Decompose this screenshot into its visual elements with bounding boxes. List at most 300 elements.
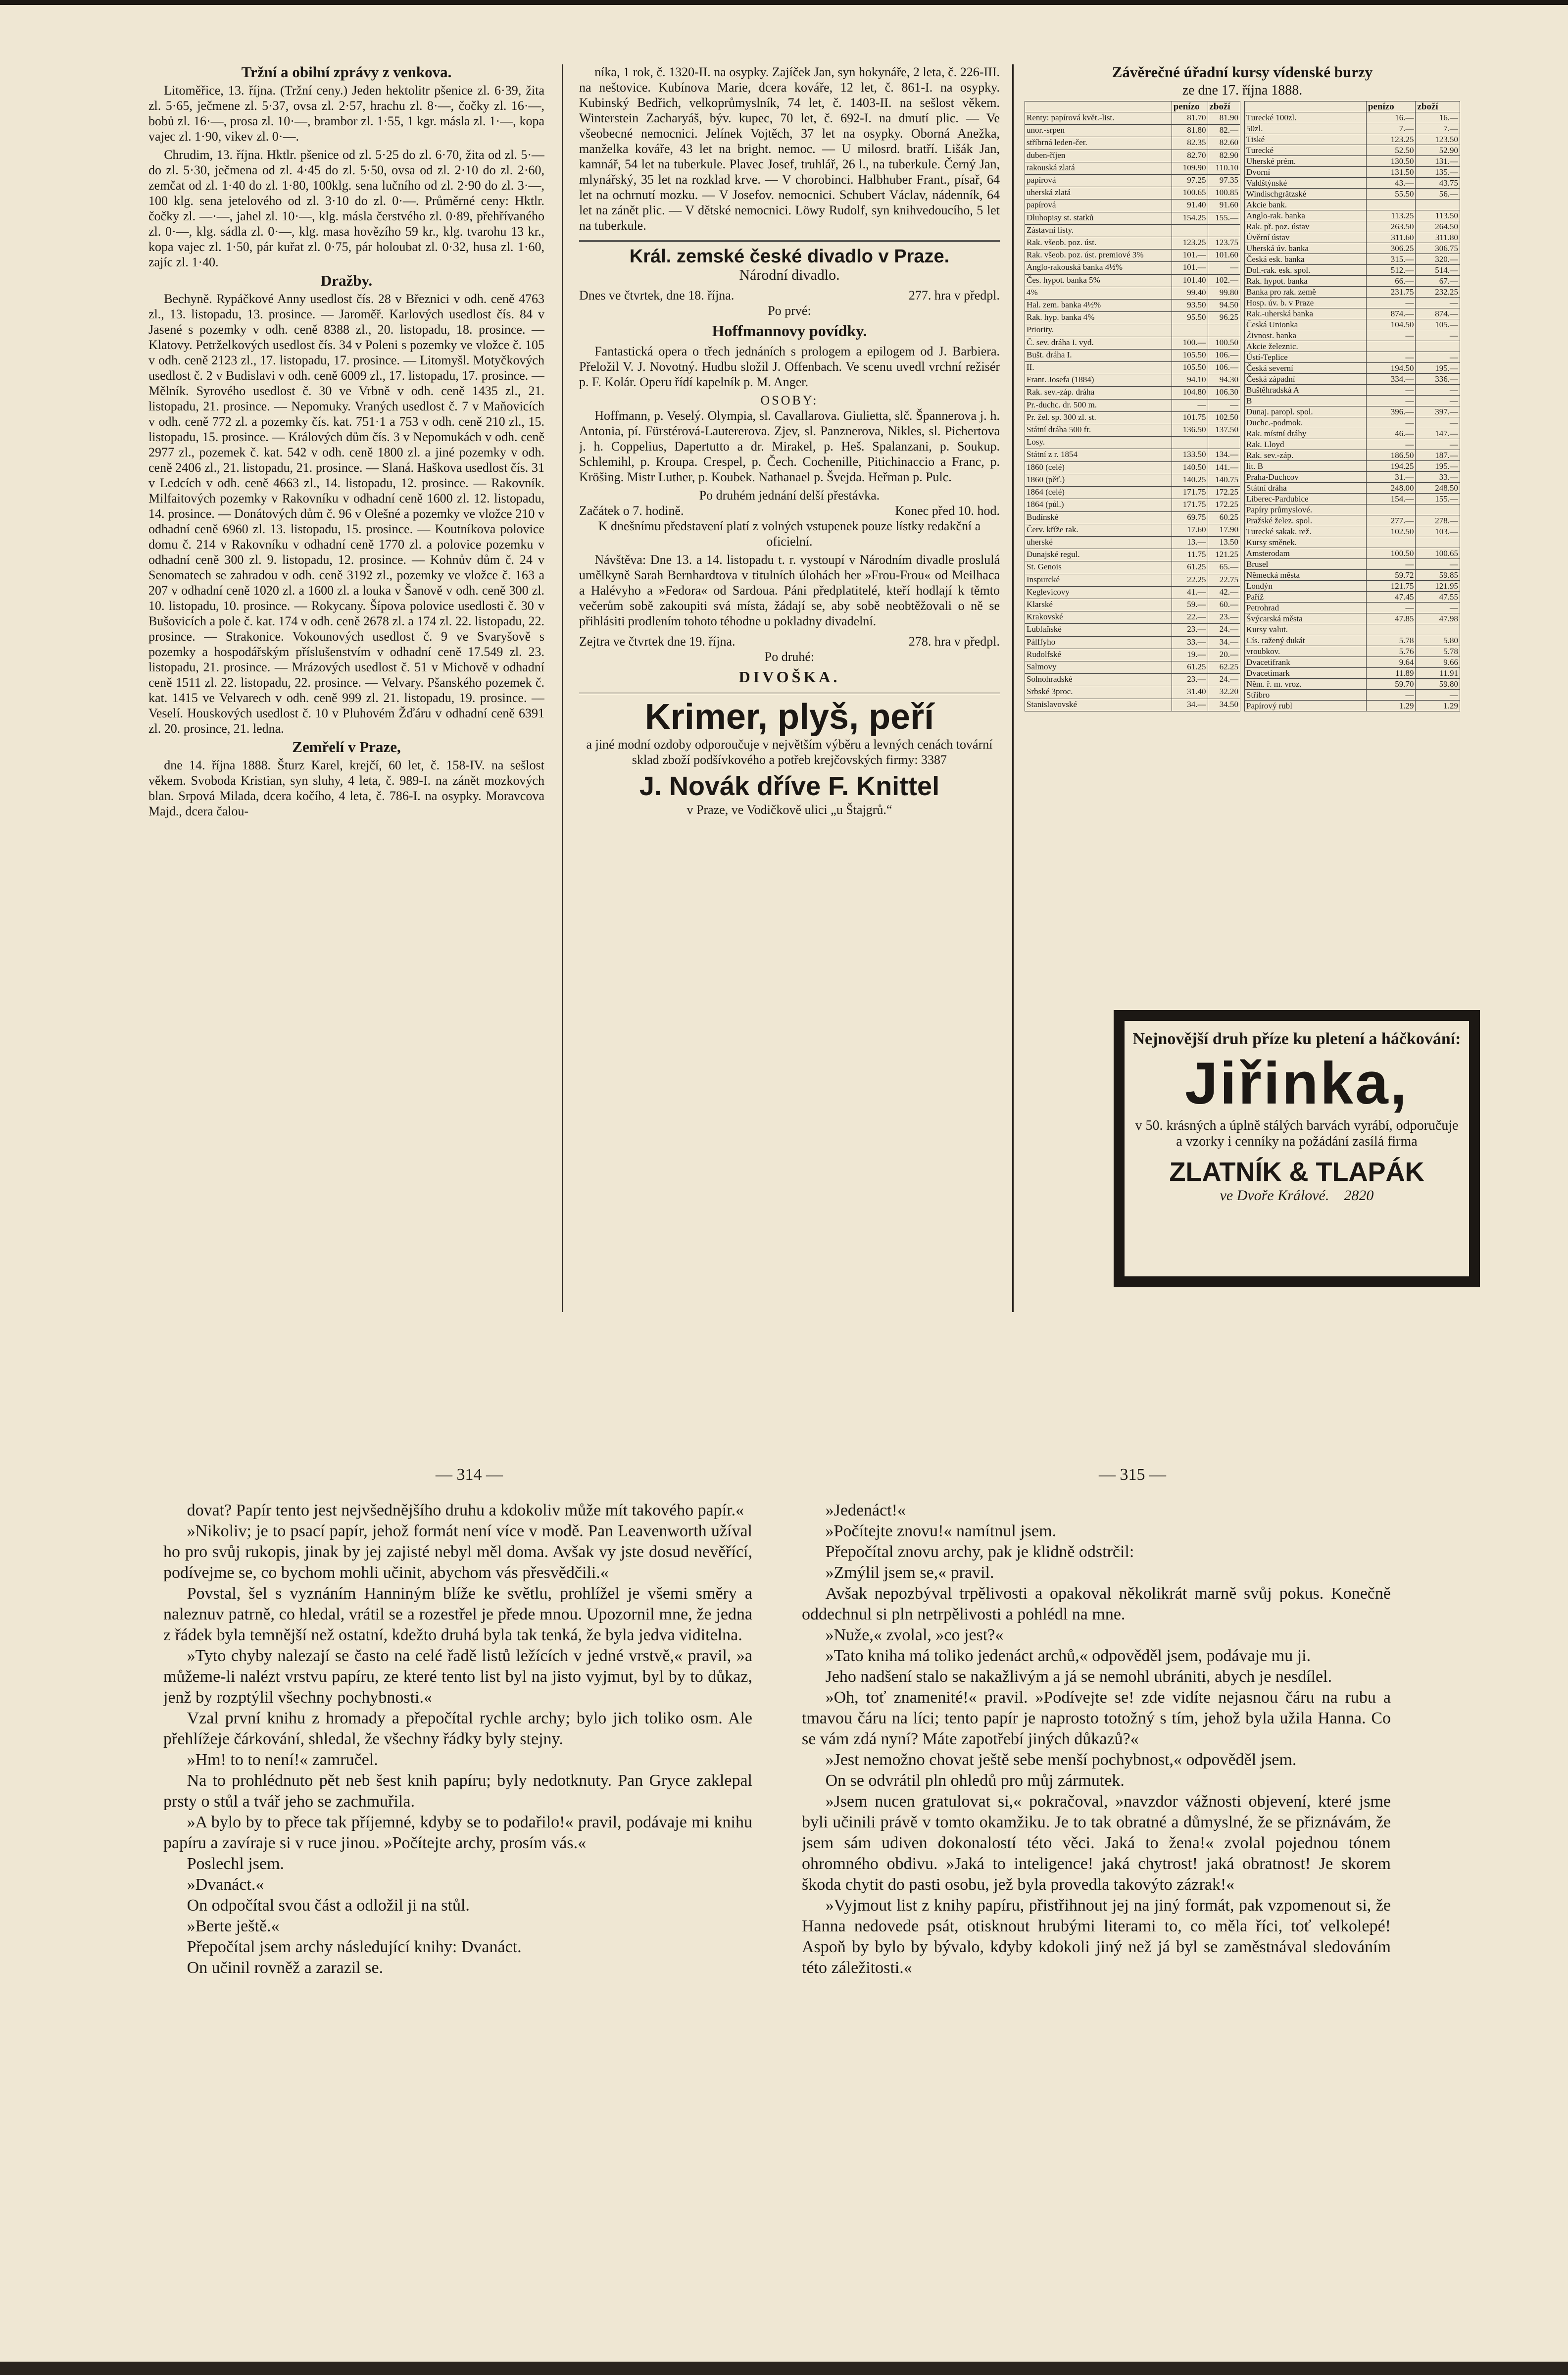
book-paragraph: Poslechl jsem.: [187, 1855, 285, 1873]
rates-money-cell: 5.78: [1366, 635, 1416, 646]
rates-name-cell: Rak. místní dráhy: [1245, 428, 1367, 439]
rates-name-cell: Buštěhradská A: [1245, 385, 1367, 396]
rates-money-cell: 105.50: [1172, 349, 1208, 361]
rates-row: [1025, 437, 1240, 449]
rates-row: [1025, 362, 1240, 374]
krimer-ad: [579, 693, 1000, 817]
rates-row: [1245, 548, 1460, 559]
market-news-heading: Tržní a obilní zprávy z venkova.: [241, 64, 452, 81]
rates-row: [1025, 212, 1240, 224]
rates-money-cell: [1366, 624, 1416, 635]
rates-row: [1245, 472, 1460, 483]
rates-money-cell: 101.—: [1172, 250, 1208, 262]
rates-row: [1245, 319, 1460, 330]
rates-goods-cell: 81.90: [1208, 112, 1240, 125]
rates-row: [1245, 374, 1460, 385]
book-paragraph: »Nuže,« zvolal, »co jest?«: [825, 1626, 1004, 1644]
rates-row: [1245, 635, 1460, 646]
rates-name-cell: Česká severní: [1245, 363, 1367, 374]
rates-name-cell: Rak. hyp. banka 4%: [1025, 312, 1172, 324]
rates-name-cell: Akcie bank.: [1245, 200, 1367, 210]
rates-goods-cell: 141.—: [1208, 461, 1240, 474]
rates-name-cell: Rak. př. poz. ústav: [1245, 221, 1367, 232]
rates-name-cell: Windischgrätzské: [1245, 189, 1367, 200]
rates-row: [1245, 624, 1460, 635]
jirinka-ad-number: 2820: [1344, 1187, 1374, 1204]
rates-money-cell: 874.—: [1366, 308, 1416, 319]
rates-name-cell: Česká esk. banka: [1245, 254, 1367, 265]
krimer-ad-firm: J. Novák dříve F. Knittel: [639, 771, 940, 801]
rates-row: [1025, 411, 1240, 424]
rates-money-cell: 100.50: [1366, 548, 1416, 559]
rates-row: [1025, 250, 1240, 262]
rates-money-cell: 94.10: [1172, 374, 1208, 387]
start-time: Začátek o 7. hodině.: [579, 504, 684, 518]
book-paragraph: »Zmýlil jsem se,« pravil.: [825, 1564, 994, 1582]
rates-goods-cell: 320.—: [1416, 254, 1460, 265]
rates-row: [1245, 526, 1460, 537]
rates-row: [1245, 385, 1460, 396]
jirinka-ad-town: ve Dvoře Králové.: [1220, 1187, 1329, 1204]
rates-money-cell: [1172, 324, 1208, 337]
rates-name-cell: Banka pro rak. země: [1245, 287, 1367, 298]
rates-name-cell: Státní dráha: [1245, 483, 1367, 494]
book-paragraph: On se odvrátil pln ohledů pro můj zármutek.: [825, 1771, 1125, 1790]
rates-goods-cell: 82.90: [1208, 150, 1240, 162]
rates-date: ze dne 17. října 1888.: [1182, 83, 1303, 98]
rates-name-cell: Hosp. úv. b. v Praze: [1245, 298, 1367, 308]
rates-money-cell: 171.75: [1172, 487, 1208, 499]
rates-goods-cell: 397.—: [1416, 406, 1460, 417]
rates-name-cell: Pálffyho: [1025, 636, 1172, 649]
rates-name-cell: Živnost. banka: [1245, 330, 1367, 341]
book-paragraph: »Počítejte znovu!« namítnul jsem.: [825, 1522, 1057, 1540]
rates-row: [1025, 237, 1240, 250]
rates-name-cell: Valdštýnské: [1245, 178, 1367, 189]
rates-goods-cell: 278.—: [1416, 515, 1460, 526]
rates-money-cell: 61.25: [1172, 561, 1208, 574]
rates-name-cell: Anglo-rakouská banka 4½%: [1025, 262, 1172, 274]
jirinka-ad-intro: Nejnovější druh příze ku pletení a háčkování:: [1132, 1030, 1461, 1048]
rates-goods-cell: 172.25: [1208, 487, 1240, 499]
rates-goods-cell: 106.—: [1208, 349, 1240, 361]
rates-row: [1025, 137, 1240, 150]
rates-goods-cell: 56.—: [1416, 189, 1460, 200]
rates-row: [1245, 570, 1460, 581]
rates-money-cell: 11.75: [1172, 549, 1208, 561]
rates-money-cell: 5.76: [1366, 646, 1416, 657]
rates-goods-cell: 24.—: [1208, 624, 1240, 636]
show1-header: [579, 288, 1000, 303]
rates-money-cell: 23.—: [1172, 674, 1208, 686]
rates-goods-cell: 99.80: [1208, 287, 1240, 299]
show2-header: [579, 634, 1000, 649]
rates-money-cell: 113.25: [1366, 210, 1416, 221]
rates-money-cell: 46.—: [1366, 428, 1416, 439]
book-paragraph: »Hm! to to není!« zamručel.: [187, 1751, 378, 1769]
rates-row: [1245, 646, 1460, 657]
rates-name-cell: unor.-srpen: [1025, 125, 1172, 137]
rates-row: [1025, 599, 1240, 611]
rates-money-cell: 100.65: [1172, 187, 1208, 200]
rates-money-cell: 104.80: [1172, 387, 1208, 399]
rates-name-cell: 1864 (půl.): [1025, 499, 1172, 511]
rates-goods-cell: 23.—: [1208, 611, 1240, 624]
rates-row: [1025, 262, 1240, 274]
end-time: Konec před 10. hod.: [895, 504, 1000, 518]
rates-goods-cell: 306.75: [1416, 243, 1460, 254]
rates-row: [1025, 524, 1240, 536]
rates-row: [1025, 374, 1240, 387]
rates-money-cell: 93.50: [1172, 300, 1208, 312]
rates-goods-cell: 42.—: [1208, 586, 1240, 599]
rates-money-cell: 154.25: [1172, 212, 1208, 224]
rates-money-cell: 91.40: [1172, 200, 1208, 212]
rates-money-cell: 17.60: [1172, 524, 1208, 536]
rates-goods-cell: 96.25: [1208, 312, 1240, 324]
rates-row: [1245, 352, 1460, 363]
rates-goods-cell: 155.—: [1208, 212, 1240, 224]
rates-row: [1025, 112, 1240, 125]
rates-col-money: penízo: [1366, 101, 1416, 112]
rates-money-cell: 47.45: [1366, 592, 1416, 603]
rates-goods-cell: 33.—: [1416, 472, 1460, 483]
rates-goods-cell: 137.50: [1208, 424, 1240, 437]
rates-money-cell: 16.—: [1366, 112, 1416, 123]
rates-money-cell: 105.50: [1172, 362, 1208, 374]
rates-row: [1245, 287, 1460, 298]
rates-row: [1025, 461, 1240, 474]
book-paragraph: dovat? Papír tento jest nejvšednějšího druhu a kdokoliv může mít takového papír.«: [187, 1501, 744, 1519]
rates-goods-cell: 94.50: [1208, 300, 1240, 312]
rates-goods-cell: 5.80: [1416, 635, 1460, 646]
rates-name-cell: Londýn: [1245, 581, 1367, 592]
rates-row: [1245, 210, 1460, 221]
rates-row: [1245, 701, 1460, 711]
rates-row: [1025, 287, 1240, 299]
rates-goods-cell: 60.—: [1208, 599, 1240, 611]
rates-name-cell: Dvorní: [1245, 167, 1367, 178]
rates-goods-cell: 34.50: [1208, 699, 1240, 711]
theatre-subtitle: Národní divadlo.: [739, 267, 840, 283]
rates-money-cell: 186.50: [1366, 450, 1416, 461]
rates-name-cell: Rak.-uherská banka: [1245, 308, 1367, 319]
rates-name-cell: Ústí-Teplice: [1245, 352, 1367, 363]
rates-goods-cell: 248.50: [1416, 483, 1460, 494]
rates-row: [1025, 586, 1240, 599]
rates-money-cell: 109.90: [1172, 162, 1208, 174]
rates-goods-cell: 22.75: [1208, 574, 1240, 586]
rates-row: [1245, 341, 1460, 352]
rates-money-cell: —: [1366, 396, 1416, 406]
rates-row: [1025, 699, 1240, 711]
book-paragraph: Přepočítal znovu archy, pak je klidně odstrčil:: [825, 1543, 1134, 1561]
book-paragraph: Vzal první knihu z hromady a přepočítal rychle archy; bylo jich toliko osm. Ale přehlížeje čárkování, shledal, že všechny řádky byly stejny.: [163, 1709, 752, 1748]
rates-name-cell: Červ. kříže rak.: [1025, 524, 1172, 536]
rates-row: [1025, 549, 1240, 561]
rates-name-cell: Keglevicovy: [1025, 586, 1172, 599]
rates-money-cell: 81.80: [1172, 125, 1208, 137]
rates-goods-cell: [1416, 200, 1460, 210]
book-paragraph: »Nikoliv; je to psací papír, jehož formát není více v modě. Pan Leavenworth užíval ho pro svůj rukopis, jinak by jej zajisté nebyl měl doma. Avšak vy jste dosud nevěřící, podívejme se, co bychom mohli učinit, abychom vás přesvědčili.«: [163, 1522, 752, 1582]
rates-goods-cell: 43.75: [1416, 178, 1460, 189]
rates-goods-cell: 131.—: [1416, 156, 1460, 167]
rates-row: [1245, 668, 1460, 679]
rates-name-cell: vroubkov.: [1245, 646, 1367, 657]
book-paragraph: On odpočítal svou část a odložil ji na stůl.: [187, 1896, 470, 1915]
page-number-right: — 315 —: [1099, 1465, 1166, 1484]
book-paragraph: Povstal, šel s vyznáním Hanniným blíže ke světlu, prohlížel je všemi směry a naleznuv patrně, co hledal, vrátil se a rozestřel je přede mnou. Upozornil mne, že jedna z řádek byla temnější než ostatní, kdežto druhá byla tak tenká, že byla jedva viditelna.: [163, 1584, 752, 1644]
jirinka-ad-location: [1125, 1187, 1469, 1204]
rates-goods-cell: 121.25: [1208, 549, 1240, 561]
rates-goods-cell: 123.50: [1416, 134, 1460, 145]
rates-goods-cell: 60.25: [1208, 511, 1240, 524]
rates-name-cell: Rak. Lloyd: [1245, 439, 1367, 450]
market-litomerice: Litoměřice, 13. října. (Tržní ceny.) Jeden hektolitr pšenice zl. 6·39, žita zl. 5·65, ječmene zl. 5·37, ovsa zl. 2·57, hrachu zl. 8·—, čočky zl. 16·—, bobů zl. 16·—, prosa zl. 10·—, brambor zl. 1·55, 1 kgr. másla zl. 1·—, kopa vajec zl. 1·90, vikev zl. 0·—.: [148, 83, 544, 144]
rates-goods-cell: [1416, 341, 1460, 352]
rates-name-cell: papírová: [1025, 175, 1172, 187]
rates-row: [1245, 123, 1460, 134]
rates-money-cell: 69.75: [1172, 511, 1208, 524]
rates-money-cell: 55.50: [1366, 189, 1416, 200]
rates-goods-cell: 16.—: [1416, 112, 1460, 123]
rates-money-cell: 95.50: [1172, 312, 1208, 324]
rates-money-cell: 334.—: [1366, 374, 1416, 385]
rates-goods-cell: 9.66: [1416, 657, 1460, 668]
rates-goods-cell: 103.—: [1416, 526, 1460, 537]
rates-name-cell: lit. B: [1245, 461, 1367, 472]
rates-name-cell: Hal. zem. banka 4½%: [1025, 300, 1172, 312]
jirinka-ad: [1114, 1010, 1480, 1287]
theatre-notice: [579, 240, 1000, 685]
book-paragraph: Přepočítal jsem archy následující knihy: Dvanáct.: [187, 1938, 522, 1956]
rates-money-cell: 194.50: [1366, 363, 1416, 374]
rates-goods-cell: 311.80: [1416, 232, 1460, 243]
rates-row: [1245, 254, 1460, 265]
rates-money-cell: 52.50: [1366, 145, 1416, 156]
rates-goods-cell: 62.25: [1208, 661, 1240, 673]
rates-row: [1245, 232, 1460, 243]
rates-row: [1025, 536, 1240, 549]
rates-goods-cell: 135.—: [1416, 167, 1460, 178]
rates-row: [1245, 134, 1460, 145]
rates-name-cell: Německá města: [1245, 570, 1367, 581]
rates-goods-cell: [1416, 537, 1460, 548]
book-paragraph: »Jest nemožno chovat ještě sebe menší pochybnost,« odpověděl jsem.: [825, 1751, 1297, 1769]
rates-goods-cell: 123.75: [1208, 237, 1240, 250]
rates-table-right: [1244, 101, 1460, 711]
rates-goods-cell: —: [1416, 352, 1460, 363]
rates-goods-cell: 20.—: [1208, 649, 1240, 661]
rates-row: [1025, 424, 1240, 437]
show1-times: [579, 503, 1000, 518]
rates-col-money: penízo: [1172, 101, 1208, 112]
book-paragraph: »Vyjmout list z knihy papíru, přistřihnout jej na jiný formát, pak vzpomenout si, že Hanna nedovede psát, otisknout hrubými literami to, co měla říci, toť velkolepé! Aspoň by bylo by bývalo, kdyby kdokoli jiný než já byl se zaměstnával sledováním této záležitosti.«: [802, 1896, 1391, 1977]
rates-name-cell: Duchc.-podmok.: [1245, 417, 1367, 428]
rates-money-cell: 59.70: [1366, 679, 1416, 690]
tickets-notice: K dnešnímu představení platí z volných vstupenek pouze lístky redakční a oficielní.: [598, 519, 981, 549]
rates-row: [1245, 592, 1460, 603]
rates-name-cell: Čes. hypot. banka 5%: [1025, 274, 1172, 287]
rates-goods-cell: [1208, 224, 1240, 237]
theatre-title: Král. zemské české divadlo v Praze.: [629, 246, 950, 267]
rates-goods-cell: 34.—: [1208, 636, 1240, 649]
rates-name-cell: Turecké sakak. rež.: [1245, 526, 1367, 537]
rates-row: [1245, 603, 1460, 613]
show1-name: Hoffmannovy povídky.: [712, 322, 867, 340]
rates-name-cell: uherské: [1025, 536, 1172, 549]
column-rule: [562, 64, 563, 1312]
rates-money-cell: 33.—: [1172, 636, 1208, 649]
rates-name-cell: Stříbro: [1245, 690, 1367, 701]
column-rule: [1012, 64, 1014, 1312]
rates-name-cell: Zástavní listy.: [1025, 224, 1172, 237]
rates-money-cell: —: [1366, 352, 1416, 363]
rates-money-cell: 22.—: [1172, 611, 1208, 624]
rates-row: [1245, 330, 1460, 341]
rates-name-cell: Salmovy: [1025, 661, 1172, 673]
rates-goods-cell: —: [1416, 298, 1460, 308]
rates-goods-cell: —: [1416, 330, 1460, 341]
rates-row: [1245, 363, 1460, 374]
rates-row: [1245, 679, 1460, 690]
rates-money-cell: 130.50: [1366, 156, 1416, 167]
rates-row: [1025, 636, 1240, 649]
rates-goods-cell: 140.75: [1208, 474, 1240, 486]
rates-goods-cell: 17.90: [1208, 524, 1240, 536]
rates-money-cell: 101.75: [1172, 411, 1208, 424]
show2-number: 278. hra v předpl.: [908, 634, 1000, 649]
rates-name-cell: Dol.-rak. esk. spol.: [1245, 265, 1367, 276]
rates-goods-cell: 187.—: [1416, 450, 1460, 461]
rates-name-cell: Amsterodam: [1245, 548, 1367, 559]
rates-goods-cell: 336.—: [1416, 374, 1460, 385]
rates-name-cell: B: [1245, 396, 1367, 406]
rates-money-cell: [1172, 437, 1208, 449]
rates-row: [1245, 276, 1460, 287]
jirinka-logo: Jiřinka,: [1184, 1050, 1409, 1116]
rates-money-cell: 101.—: [1172, 262, 1208, 274]
visit-notice: Návštěva: Dne 13. a 14. listopadu t. r. vystoupí v Národním divadle proslulá umělkyně Sarah Bernhardtova v titulních úlohách her »Frou-Frou« od Meilhaca a Halévyho a »Fedora« od Sardoua. Páni předplatitelé, kteří hodlají k těmto večerům sobě zakoupiti svá místa, žádají se, aby sobě neobtěžovali o ně se přihlásiti prodlením tohoto téhodne u pokladny divadelní.: [579, 553, 1000, 628]
rates-money-cell: 140.50: [1172, 461, 1208, 474]
show1-date: Dnes ve čtvrtek, dne 18. října.: [579, 288, 735, 303]
rates-name-cell: Budínské: [1025, 511, 1172, 524]
rates-money-cell: [1172, 224, 1208, 237]
book-paragraph: »A bylo by to přece tak příjemné, kdyby se to podařilo!« pravil, podávaje mi knihu papíru a zavíraje si v ruce jinou. »Počítejte archy, prosím vás.«: [163, 1813, 752, 1852]
rates-money-cell: 81.70: [1172, 112, 1208, 125]
cast-heading: OSOBY:: [760, 393, 819, 407]
rates-goods-cell: 52.90: [1416, 145, 1460, 156]
rates-name-cell: Lublaňské: [1025, 624, 1172, 636]
deaths-text: dne 14. října 1888. Šturz Karel, krejčí, 60 let, č. 158-IV. na sešlost věkem. Svoboda Kristian, syn sluhy, 4 leta, č. 989-I. na zánět mozkových blan. Srpová Milada, dcera kočího, 4 leta, č. 786-I. na osypky. Moravcova Majd., dcera čalou-: [148, 758, 544, 818]
jirinka-ad-inner: [1125, 1021, 1469, 1276]
rates-row: [1245, 439, 1460, 450]
book-paragraph: On učinil rovněž a zarazil se.: [187, 1959, 384, 1977]
rates-name-cell: stříbrná leden-čer.: [1025, 137, 1172, 150]
rates-money-cell: 47.85: [1366, 613, 1416, 624]
rates-row: [1025, 175, 1240, 187]
rates-col-goods: zboží: [1208, 101, 1240, 112]
rates-goods-cell: —: [1416, 417, 1460, 428]
rates-money-cell: 23.—: [1172, 624, 1208, 636]
rates-name-cell: 50zl.: [1245, 123, 1367, 134]
show1-desc: Fantastická opera o třech jednáních s prologem a epilogem od J. Barbiera. Přeložil V. J. Novotný. Hudbu složil J. Offenbach. Ve scenu uvedl vrchní režisér p. F. Kolár. Operu řídí kapelník p. M. Anger.: [579, 344, 1000, 389]
rates-name-cell: II.: [1025, 362, 1172, 374]
rates-row: [1245, 406, 1460, 417]
rates-name-cell: Tiské: [1245, 134, 1367, 145]
rates-money-cell: 31.—: [1366, 472, 1416, 483]
show2-date: Zejtra ve čtvrtek dne 19. října.: [579, 634, 735, 649]
book-paragraph: »Tyto chyby nalezají se často na celé řadě listů ležících v jedné vrstvě,« pravil, »a můžeme-li nalézt vrstvu papíru, ze které tento list byl na jisto vyjmut, byl by to důkaz, jenž by rozptýlil všechny pochybnosti.«: [163, 1647, 752, 1707]
rates-money-cell: 248.00: [1366, 483, 1416, 494]
rates-name-cell: Srbské 3proc.: [1025, 686, 1172, 699]
rates-name-cell: Priority.: [1025, 324, 1172, 337]
rates-name-cell: Pr. žel. sp. 300 zl. st.: [1025, 411, 1172, 424]
rates-name-cell: Praha-Duchcov: [1245, 472, 1367, 483]
jirinka-ad-text: v 50. krásných a úplně stálých barvách vyrábí, odporučuje a vzorky i cenníky na požádání zasílá firma: [1135, 1118, 1459, 1149]
rates-row: [1245, 221, 1460, 232]
rates-goods-cell: 232.25: [1416, 287, 1460, 298]
rates-col-name: [1025, 101, 1172, 112]
show2-second: Po druhé:: [764, 650, 815, 664]
rates-goods-cell: 82.60: [1208, 137, 1240, 150]
rates-row: [1025, 150, 1240, 162]
rates-money-cell: 123.25: [1172, 237, 1208, 250]
book-paragraph: Na to prohlédnuto pět neb šest knih papíru; byly nedotknuty. Pan Gryce zaklepal prsty o stůl a tvář jeho se zachmuřila.: [163, 1771, 752, 1811]
rates-row: [1025, 312, 1240, 324]
rates-goods-cell: 47.98: [1416, 613, 1460, 624]
rates-name-cell: 1864 (celé): [1025, 487, 1172, 499]
book-page-left: [163, 1500, 752, 2263]
rates-goods-cell: 147.—: [1416, 428, 1460, 439]
rates-goods-cell: 102.50: [1208, 411, 1240, 424]
rates-name-cell: Dluhopisy st. statků: [1025, 212, 1172, 224]
rates-goods-cell: [1416, 624, 1460, 635]
rates-row: [1025, 337, 1240, 349]
rates-row: [1245, 559, 1460, 570]
rates-name-cell: Uherská úv. banka: [1245, 243, 1367, 254]
rates-name-cell: Turecké 100zl.: [1245, 112, 1367, 123]
book-paragraph: »Jsem nucen gratulovat si,« pokračoval, »navzdor vážnosti objevení, které jsme byli učinili právě v tomto okamžiku. Je to tak obratné a důmyslné, že se přiznávám, že jsem sám udiven dokonalostí této věci. Jaká to žena!« zvolal pojednou tónem ohromného obdivu. »Jaká to inteligence! jaká chytrost! jaká obratnost! Je skorem škoda chytit do pasti osobu, jež byla provedla takovýto zázrak!«: [802, 1792, 1391, 1894]
rates-money-cell: 41.—: [1172, 586, 1208, 599]
rates-name-cell: 1860 (celé): [1025, 461, 1172, 474]
rates-goods-cell: 264.50: [1416, 221, 1460, 232]
rates-name-cell: Rak. všeob. poz. úst. premiové 3%: [1025, 250, 1172, 262]
rates-row: [1025, 611, 1240, 624]
rates-name-cell: Papírový rubl: [1245, 701, 1367, 711]
rates-money-cell: —: [1366, 439, 1416, 450]
rates-money-cell: 59.72: [1366, 570, 1416, 581]
rates-name-cell: Paříž: [1245, 592, 1367, 603]
rates-goods-cell: 106.30: [1208, 387, 1240, 399]
rates-goods-cell: —: [1208, 262, 1240, 274]
rates-row: [1025, 661, 1240, 673]
rates-money-cell: [1366, 505, 1416, 515]
rates-row: [1025, 187, 1240, 200]
rates-row: [1245, 167, 1460, 178]
rates-goods-cell: 113.50: [1416, 210, 1460, 221]
rates-row: [1245, 396, 1460, 406]
rates-name-cell: Dunajské regul.: [1025, 549, 1172, 561]
rates-goods-cell: —: [1416, 603, 1460, 613]
rates-name-cell: Brusel: [1245, 559, 1367, 570]
rates-money-cell: 66.—: [1366, 276, 1416, 287]
rates-goods-cell: 106.—: [1208, 362, 1240, 374]
rates-money-cell: 43.—: [1366, 178, 1416, 189]
krimer-ad-title: Krimer, plyš, peří: [644, 697, 934, 737]
rates-money-cell: [1366, 537, 1416, 548]
rates-row: [1025, 474, 1240, 486]
